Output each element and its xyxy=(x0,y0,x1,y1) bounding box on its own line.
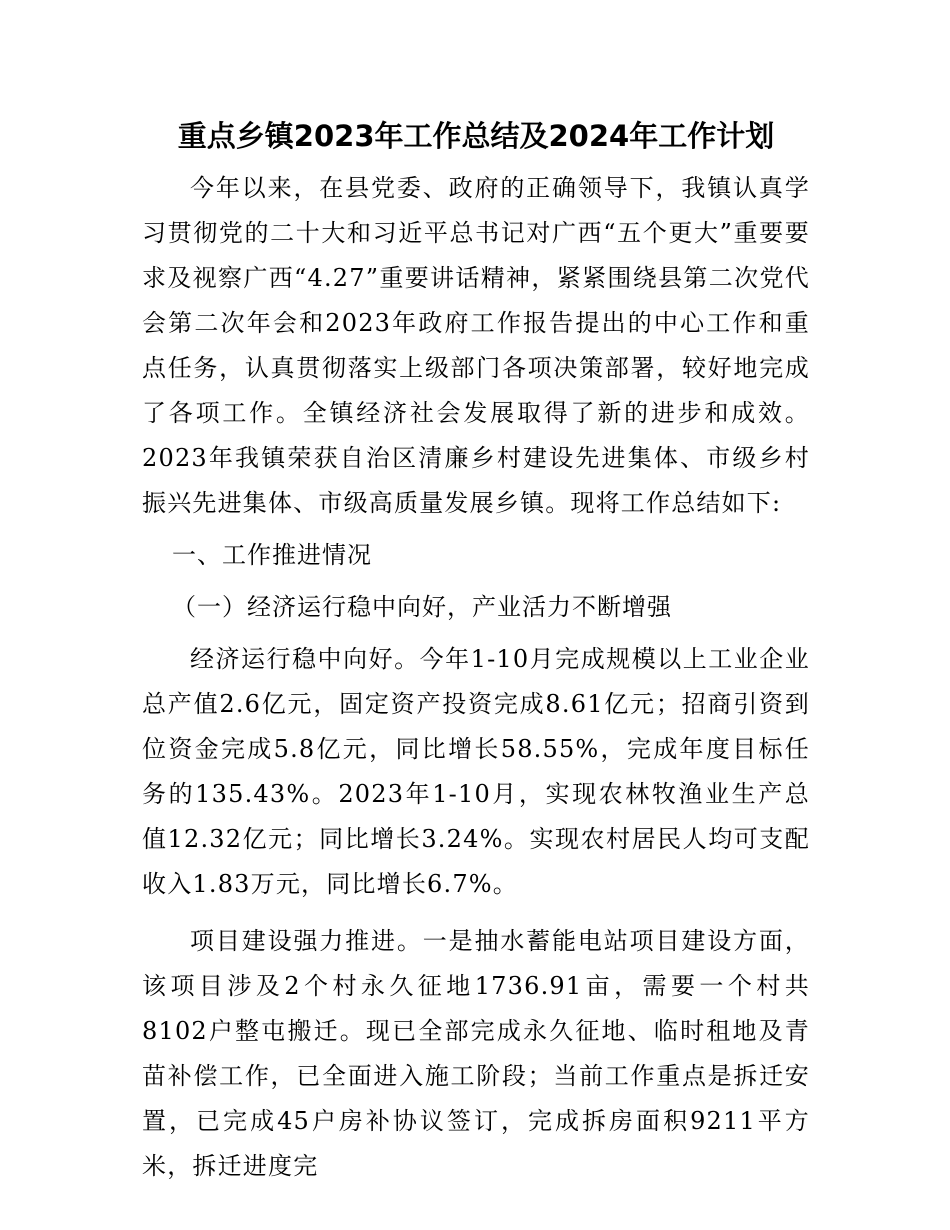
projects-paragraph: 项目建设强力推进。一是抽水蓄能电站项目建设方面，该项目涉及2个村永久征地1736.91亩，需要一个村共8102户整屯搬迁。现已全部完成永久征地、临时租地及青苗补偿工作，已全面进入施工阶段；当前工作重点是拆迁安置，已完成45户房补协议签订，完成拆房面积9211平方米，拆迁进度完 xyxy=(142,927,810,1180)
document-title: 重点乡镇2023年工作总结及2024年工作计划 xyxy=(177,119,775,153)
section-heading: 一、工作推进情况 xyxy=(172,541,372,569)
subsection-heading: （一）经济运行稳中向好，产业活力不断增强 xyxy=(172,593,672,621)
economy-paragraph: 经济运行稳中向好。今年1-10月完成规模以上工业企业总产值2.6亿元，固定资产投资完成8.61亿元；招商引资到位资金完成5.8亿元，同比增长58.55%，完成年度目标任务的135.43%。2023年1-10月，实现农林牧渔业生产总值12.32亿元；同比增长3.24%。实现农村居民人均可支配收入1.83万元，同比增长6.7%。 xyxy=(142,645,810,898)
intro-paragraph: 今年以来，在县党委、政府的正确领导下，我镇认真学习贯彻党的二十大和习近平总书记对广西“五个更大”重要要求及视察广西“4.27”重要讲话精神，紧紧围绕县第二次党代会第二次年会和2023年政府工作报告提出的中心工作和重点任务，认真贯彻落实上级部门各项决策部署，较好地完成了各项工作。全镇经济社会发展取得了新的进步和成效。2023年我镇荣获自治区清廉乡村建设先进集体、市级乡村振兴先进集体、市级高质量发展乡镇。现将工作总结如下: xyxy=(142,174,810,517)
document-body xyxy=(142,112,810,1189)
